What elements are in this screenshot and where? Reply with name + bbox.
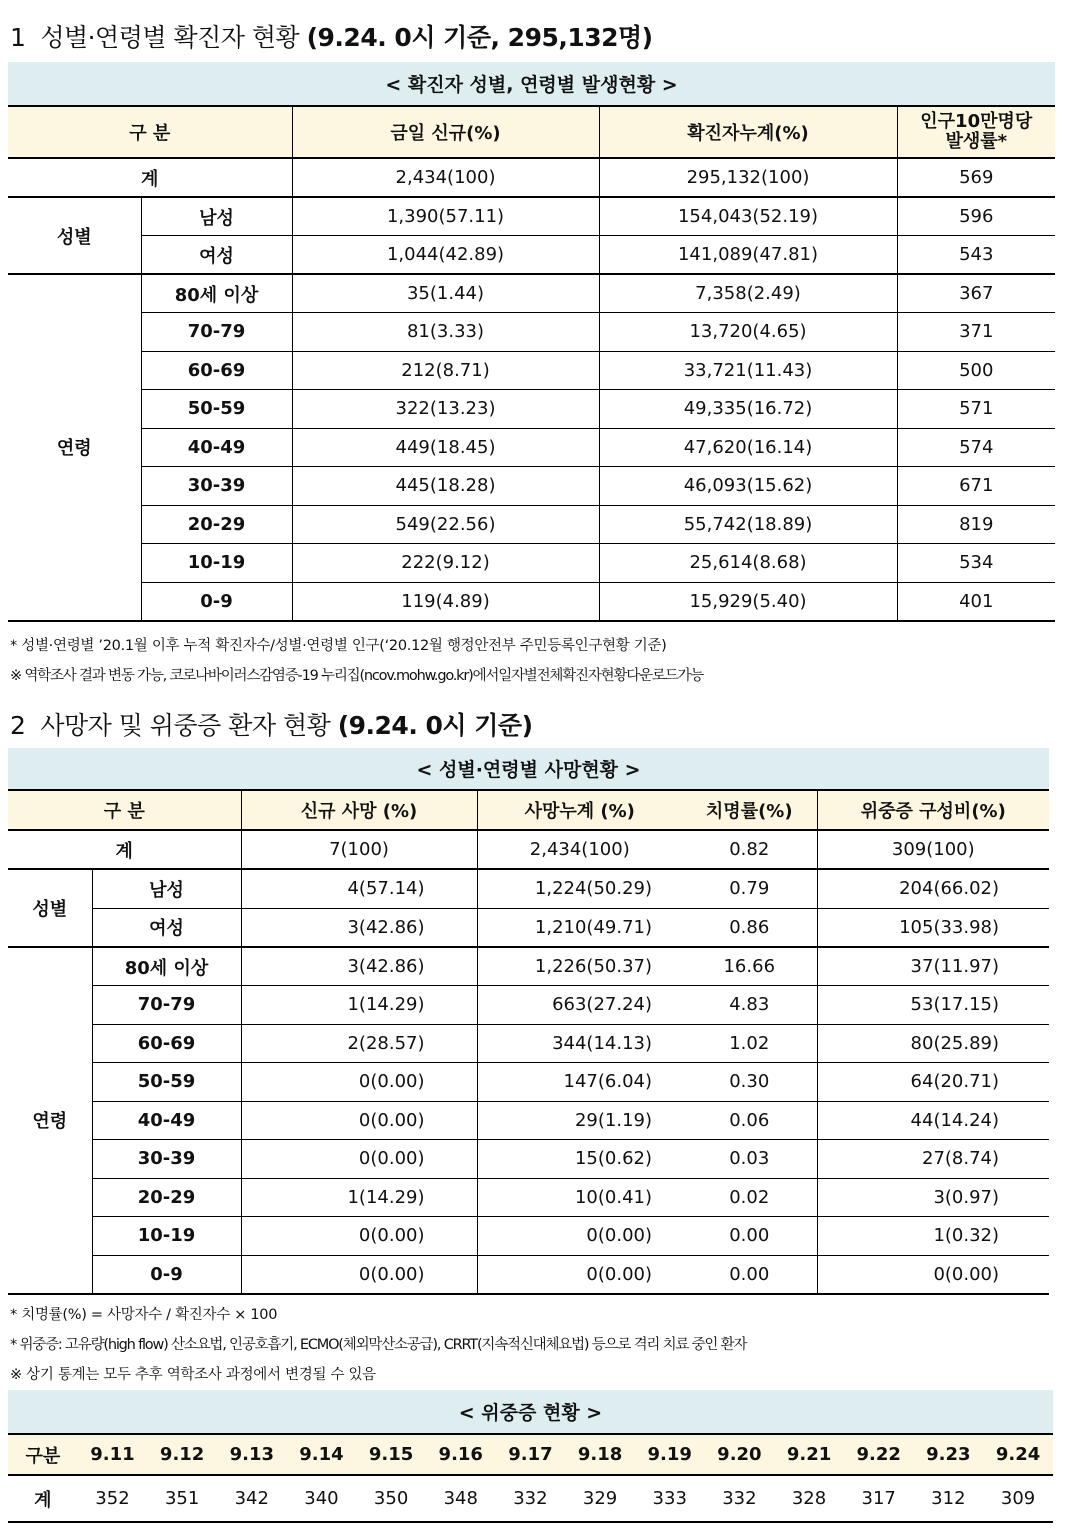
row-label: 30-39 xyxy=(92,1140,241,1179)
severe-cell: 37(11.97) xyxy=(817,947,1049,986)
severe-count-row xyxy=(8,1475,1053,1522)
confirmed-cases-table xyxy=(8,62,1055,622)
incidence-cell: 569 xyxy=(897,158,1055,197)
fatality-cell: 0.30 xyxy=(682,1063,817,1102)
row-label: 10-19 xyxy=(141,544,292,583)
row-label: 40-49 xyxy=(141,428,292,467)
cumulative-cell: 13,720(4.65) xyxy=(599,313,897,352)
severe-cell: 1(0.32) xyxy=(817,1217,1049,1256)
incidence-cell: 571 xyxy=(897,390,1055,429)
cumulative-deaths-cell: 1,210(49.71) xyxy=(477,908,682,947)
age-row xyxy=(8,313,1055,352)
header-category: 구분 xyxy=(8,1434,78,1475)
severe-cell: 27(8.74) xyxy=(817,1140,1049,1179)
new-cases-cell: 1,390(57.11) xyxy=(292,197,599,236)
severe-count-cell: 340 xyxy=(287,1475,357,1522)
row-label: 40-49 xyxy=(92,1101,241,1140)
severe-cell: 105(33.98) xyxy=(817,908,1049,947)
severe-cell: 309(100) xyxy=(817,830,1049,869)
age-row xyxy=(8,1140,1049,1179)
date-header-cell: 9.12 xyxy=(147,1434,217,1475)
section1-heading: 성별·연령별 확진자 현황 xyxy=(40,23,300,52)
date-header-cell: 9.16 xyxy=(426,1434,496,1475)
cumulative-deaths-cell: 147(6.04) xyxy=(477,1063,682,1102)
cumulative-cell: 15,929(5.40) xyxy=(599,582,897,621)
date-header-cell: 9.24 xyxy=(983,1434,1053,1475)
cumulative-deaths-cell: 0(0.00) xyxy=(477,1217,682,1256)
date-header-cell: 9.11 xyxy=(78,1434,148,1475)
row-label: 80세 이상 xyxy=(92,947,241,986)
header-incidence-rate xyxy=(897,106,1055,158)
new-deaths-cell: 1(14.29) xyxy=(241,986,477,1025)
age-row xyxy=(8,1255,1049,1294)
row-label: 10-19 xyxy=(92,1217,241,1256)
new-cases-cell: 119(4.89) xyxy=(292,582,599,621)
group-label-age: 연령 xyxy=(8,947,92,1294)
severe-cell: 204(66.02) xyxy=(817,869,1049,908)
age-row xyxy=(8,428,1055,467)
severe-cell: 64(20.71) xyxy=(817,1063,1049,1102)
new-deaths-cell: 0(0.00) xyxy=(241,1063,477,1102)
new-cases-cell: 449(18.45) xyxy=(292,428,599,467)
fatality-cell: 0.86 xyxy=(682,908,817,947)
row-label: 20-29 xyxy=(92,1178,241,1217)
age-row xyxy=(8,986,1049,1025)
age-row xyxy=(8,1063,1049,1102)
incidence-cell: 367 xyxy=(897,274,1055,313)
cumulative-deaths-cell: 10(0.41) xyxy=(477,1178,682,1217)
cumulative-deaths-cell: 663(27.24) xyxy=(477,986,682,1025)
new-cases-cell: 2,434(100) xyxy=(292,158,599,197)
fatality-cell: 4.83 xyxy=(682,986,817,1025)
cumulative-cell: 25,614(8.68) xyxy=(599,544,897,583)
total-row xyxy=(8,158,1055,197)
header-cumulative-deaths: 사망누계 (%) xyxy=(477,790,682,830)
section1-number: 1 xyxy=(10,23,26,52)
sex-row xyxy=(8,236,1055,275)
row-label: 여성 xyxy=(141,236,292,275)
cumulative-cell: 141,089(47.81) xyxy=(599,236,897,275)
new-deaths-cell: 0(0.00) xyxy=(241,1140,477,1179)
date-header-cell: 9.23 xyxy=(914,1434,984,1475)
incidence-cell: 371 xyxy=(897,313,1055,352)
severe-count-cell: 309 xyxy=(983,1475,1053,1522)
new-cases-cell: 445(18.28) xyxy=(292,467,599,506)
section2-heading: 사망자 및 위중증 환자 현황 xyxy=(40,711,331,740)
cumulative-cell: 47,620(16.14) xyxy=(599,428,897,467)
row-label: 20-29 xyxy=(141,505,292,544)
new-deaths-cell: 0(0.00) xyxy=(241,1217,477,1256)
fatality-cell: 0.02 xyxy=(682,1178,817,1217)
section2-note-1: * 치명률(%) = 사망자수 / 확진자수 × 100 xyxy=(10,1307,278,1323)
new-deaths-cell: 0(0.00) xyxy=(241,1101,477,1140)
severe-count-cell: 329 xyxy=(565,1475,635,1522)
severe-count-cell: 350 xyxy=(356,1475,426,1522)
cumulative-deaths-cell: 0(0.00) xyxy=(477,1255,682,1294)
section2-title xyxy=(10,706,533,742)
row-label: 60-69 xyxy=(141,351,292,390)
severe-count-cell: 342 xyxy=(217,1475,287,1522)
age-row xyxy=(8,1024,1049,1063)
severe-count-cell: 317 xyxy=(844,1475,914,1522)
group-label-age: 연령 xyxy=(8,274,141,621)
age-row xyxy=(8,582,1055,621)
severe-count-cell: 352 xyxy=(78,1475,148,1522)
date-header-cell: 9.15 xyxy=(356,1434,426,1475)
incidence-cell: 401 xyxy=(897,582,1055,621)
incidence-cell: 671 xyxy=(897,467,1055,506)
row-label: 남성 xyxy=(141,197,292,236)
cumulative-deaths-cell: 2,434(100) xyxy=(477,830,682,869)
row-label: 0-9 xyxy=(92,1255,241,1294)
severe-cell: 0(0.00) xyxy=(817,1255,1049,1294)
age-row xyxy=(8,1217,1049,1256)
section1-note-2: ※ 역학조사 결과 변동 가능, 코로나바이러스감염증-19 누리집(ncov.mohw.go.kr)에서일자별전체확진자현황다운로드가능 xyxy=(10,668,704,684)
new-cases-cell: 35(1.44) xyxy=(292,274,599,313)
fatality-cell: 0.00 xyxy=(682,1255,817,1294)
row-label: 60-69 xyxy=(92,1024,241,1063)
group-label-sex: 성별 xyxy=(8,869,92,947)
row-label: 계 xyxy=(8,158,292,197)
fatality-cell: 16.66 xyxy=(682,947,817,986)
row-label: 70-79 xyxy=(92,986,241,1025)
row-label: 50-59 xyxy=(141,390,292,429)
sex-row xyxy=(8,197,1055,236)
severe-count-cell: 332 xyxy=(496,1475,566,1522)
date-header-cell: 9.18 xyxy=(565,1434,635,1475)
age-row xyxy=(8,505,1055,544)
age-row xyxy=(8,544,1055,583)
fatality-cell: 0.00 xyxy=(682,1217,817,1256)
incidence-cell: 596 xyxy=(897,197,1055,236)
header-severe-share: 위중증 구성비(%) xyxy=(817,790,1049,830)
caption-row xyxy=(8,1390,1053,1434)
new-cases-cell: 222(9.12) xyxy=(292,544,599,583)
severe-cell: 3(0.97) xyxy=(817,1178,1049,1217)
cumulative-cell: 7,358(2.49) xyxy=(599,274,897,313)
caption-row xyxy=(8,62,1055,106)
age-row xyxy=(8,1178,1049,1217)
age-row xyxy=(8,1101,1049,1140)
section2-subtitle: (9.24. 0시 기준) xyxy=(337,711,533,740)
date-header-cell: 9.13 xyxy=(217,1434,287,1475)
deaths-table xyxy=(8,748,1049,1295)
row-label: 30-39 xyxy=(141,467,292,506)
severe-cell: 80(25.89) xyxy=(817,1024,1049,1063)
new-deaths-cell: 3(42.86) xyxy=(241,908,477,947)
section2-note-2: * 위중증: 고유량(high flow) 산소요법, 인공호흡기, ECMO(체외막산소공급), CRRT(지속적신대체요법) 등으로 격리 치료 중인 환자 xyxy=(10,1337,747,1353)
header-category: 구 분 xyxy=(8,106,292,158)
cumulative-cell: 55,742(18.89) xyxy=(599,505,897,544)
new-deaths-cell: 2(28.57) xyxy=(241,1024,477,1063)
caption-row xyxy=(8,748,1049,790)
fatality-cell: 0.79 xyxy=(682,869,817,908)
severe-count-cell: 332 xyxy=(705,1475,775,1522)
severe-cell: 53(17.15) xyxy=(817,986,1049,1025)
cumulative-deaths-cell: 1,224(50.29) xyxy=(477,869,682,908)
sex-row xyxy=(8,908,1049,947)
cumulative-cell: 33,721(11.43) xyxy=(599,351,897,390)
date-header-cell: 9.20 xyxy=(705,1434,775,1475)
new-deaths-cell: 7(100) xyxy=(241,830,477,869)
new-cases-cell: 81(3.33) xyxy=(292,313,599,352)
severe-cases-table xyxy=(8,1390,1053,1523)
cumulative-deaths-cell: 29(1.19) xyxy=(477,1101,682,1140)
fatality-cell: 0.06 xyxy=(682,1101,817,1140)
age-row xyxy=(8,467,1055,506)
severe-count-cell: 351 xyxy=(147,1475,217,1522)
date-header-cell: 9.19 xyxy=(635,1434,705,1475)
date-header-row xyxy=(8,1434,1053,1475)
row-label: 여성 xyxy=(92,908,241,947)
header-incidence-line1: 인구10만명당 xyxy=(920,111,1033,132)
date-header-cell: 9.21 xyxy=(774,1434,844,1475)
header-category: 구 분 xyxy=(8,790,241,830)
header-row xyxy=(8,790,1049,830)
row-label: 계 xyxy=(8,830,241,869)
section1-subtitle: (9.24. 0시 기준, 295,132명) xyxy=(306,23,653,52)
cumulative-deaths-cell: 1,226(50.37) xyxy=(477,947,682,986)
header-incidence-line2: 발생률* xyxy=(945,131,1008,152)
new-deaths-cell: 4(57.14) xyxy=(241,869,477,908)
section1-title xyxy=(10,18,653,54)
age-row xyxy=(8,351,1055,390)
header-fatality-rate: 치명률(%) xyxy=(682,790,817,830)
date-header-cell: 9.22 xyxy=(844,1434,914,1475)
table-caption: < 성별·연령별 사망현황 > xyxy=(8,748,1049,790)
row-label: 50-59 xyxy=(92,1063,241,1102)
date-header-cell: 9.17 xyxy=(496,1434,566,1475)
row-label: 계 xyxy=(8,1475,78,1522)
age-row xyxy=(8,947,1049,986)
new-deaths-cell: 1(14.29) xyxy=(241,1178,477,1217)
new-deaths-cell: 0(0.00) xyxy=(241,1255,477,1294)
new-cases-cell: 549(22.56) xyxy=(292,505,599,544)
sex-row xyxy=(8,869,1049,908)
fatality-cell: 1.02 xyxy=(682,1024,817,1063)
header-cumulative: 확진자누계(%) xyxy=(599,106,897,158)
incidence-cell: 819 xyxy=(897,505,1055,544)
fatality-cell: 0.82 xyxy=(682,830,817,869)
new-deaths-cell: 3(42.86) xyxy=(241,947,477,986)
cumulative-deaths-cell: 15(0.62) xyxy=(477,1140,682,1179)
row-label: 80세 이상 xyxy=(141,274,292,313)
section2-number: 2 xyxy=(10,711,26,740)
severe-count-cell: 333 xyxy=(635,1475,705,1522)
row-label: 70-79 xyxy=(141,313,292,352)
row-label: 0-9 xyxy=(141,582,292,621)
date-header-cell: 9.14 xyxy=(287,1434,357,1475)
row-label: 남성 xyxy=(92,869,241,908)
cumulative-cell: 46,093(15.62) xyxy=(599,467,897,506)
age-row xyxy=(8,390,1055,429)
new-cases-cell: 212(8.71) xyxy=(292,351,599,390)
severe-count-cell: 328 xyxy=(774,1475,844,1522)
new-cases-cell: 322(13.23) xyxy=(292,390,599,429)
section2-note-3: ※ 상기 통계는 모두 추후 역학조사 과정에서 변경될 수 있음 xyxy=(10,1367,376,1383)
age-row xyxy=(8,274,1055,313)
incidence-cell: 500 xyxy=(897,351,1055,390)
incidence-cell: 534 xyxy=(897,544,1055,583)
table-caption: < 확진자 성별, 연령별 발생현황 > xyxy=(8,62,1055,106)
incidence-cell: 574 xyxy=(897,428,1055,467)
total-row xyxy=(8,830,1049,869)
severe-cell: 44(14.24) xyxy=(817,1101,1049,1140)
severe-count-cell: 312 xyxy=(914,1475,984,1522)
cumulative-cell: 49,335(16.72) xyxy=(599,390,897,429)
group-label-sex: 성별 xyxy=(8,197,141,274)
incidence-cell: 543 xyxy=(897,236,1055,275)
fatality-cell: 0.03 xyxy=(682,1140,817,1179)
cumulative-deaths-cell: 344(14.13) xyxy=(477,1024,682,1063)
cumulative-cell: 154,043(52.19) xyxy=(599,197,897,236)
cumulative-cell: 295,132(100) xyxy=(599,158,897,197)
section1-note-1: * 성별·연령별 ’20.1월 이후 누적 확진자수/성별·연령별 인구(‘20.12월 행정안전부 주민등록인구현황 기준) xyxy=(10,638,667,654)
header-row xyxy=(8,106,1055,158)
header-new-cases: 금일 신규(%) xyxy=(292,106,599,158)
table-caption: < 위중증 현황 > xyxy=(8,1390,1053,1434)
severe-count-cell: 348 xyxy=(426,1475,496,1522)
header-new-deaths: 신규 사망 (%) xyxy=(241,790,477,830)
new-cases-cell: 1,044(42.89) xyxy=(292,236,599,275)
